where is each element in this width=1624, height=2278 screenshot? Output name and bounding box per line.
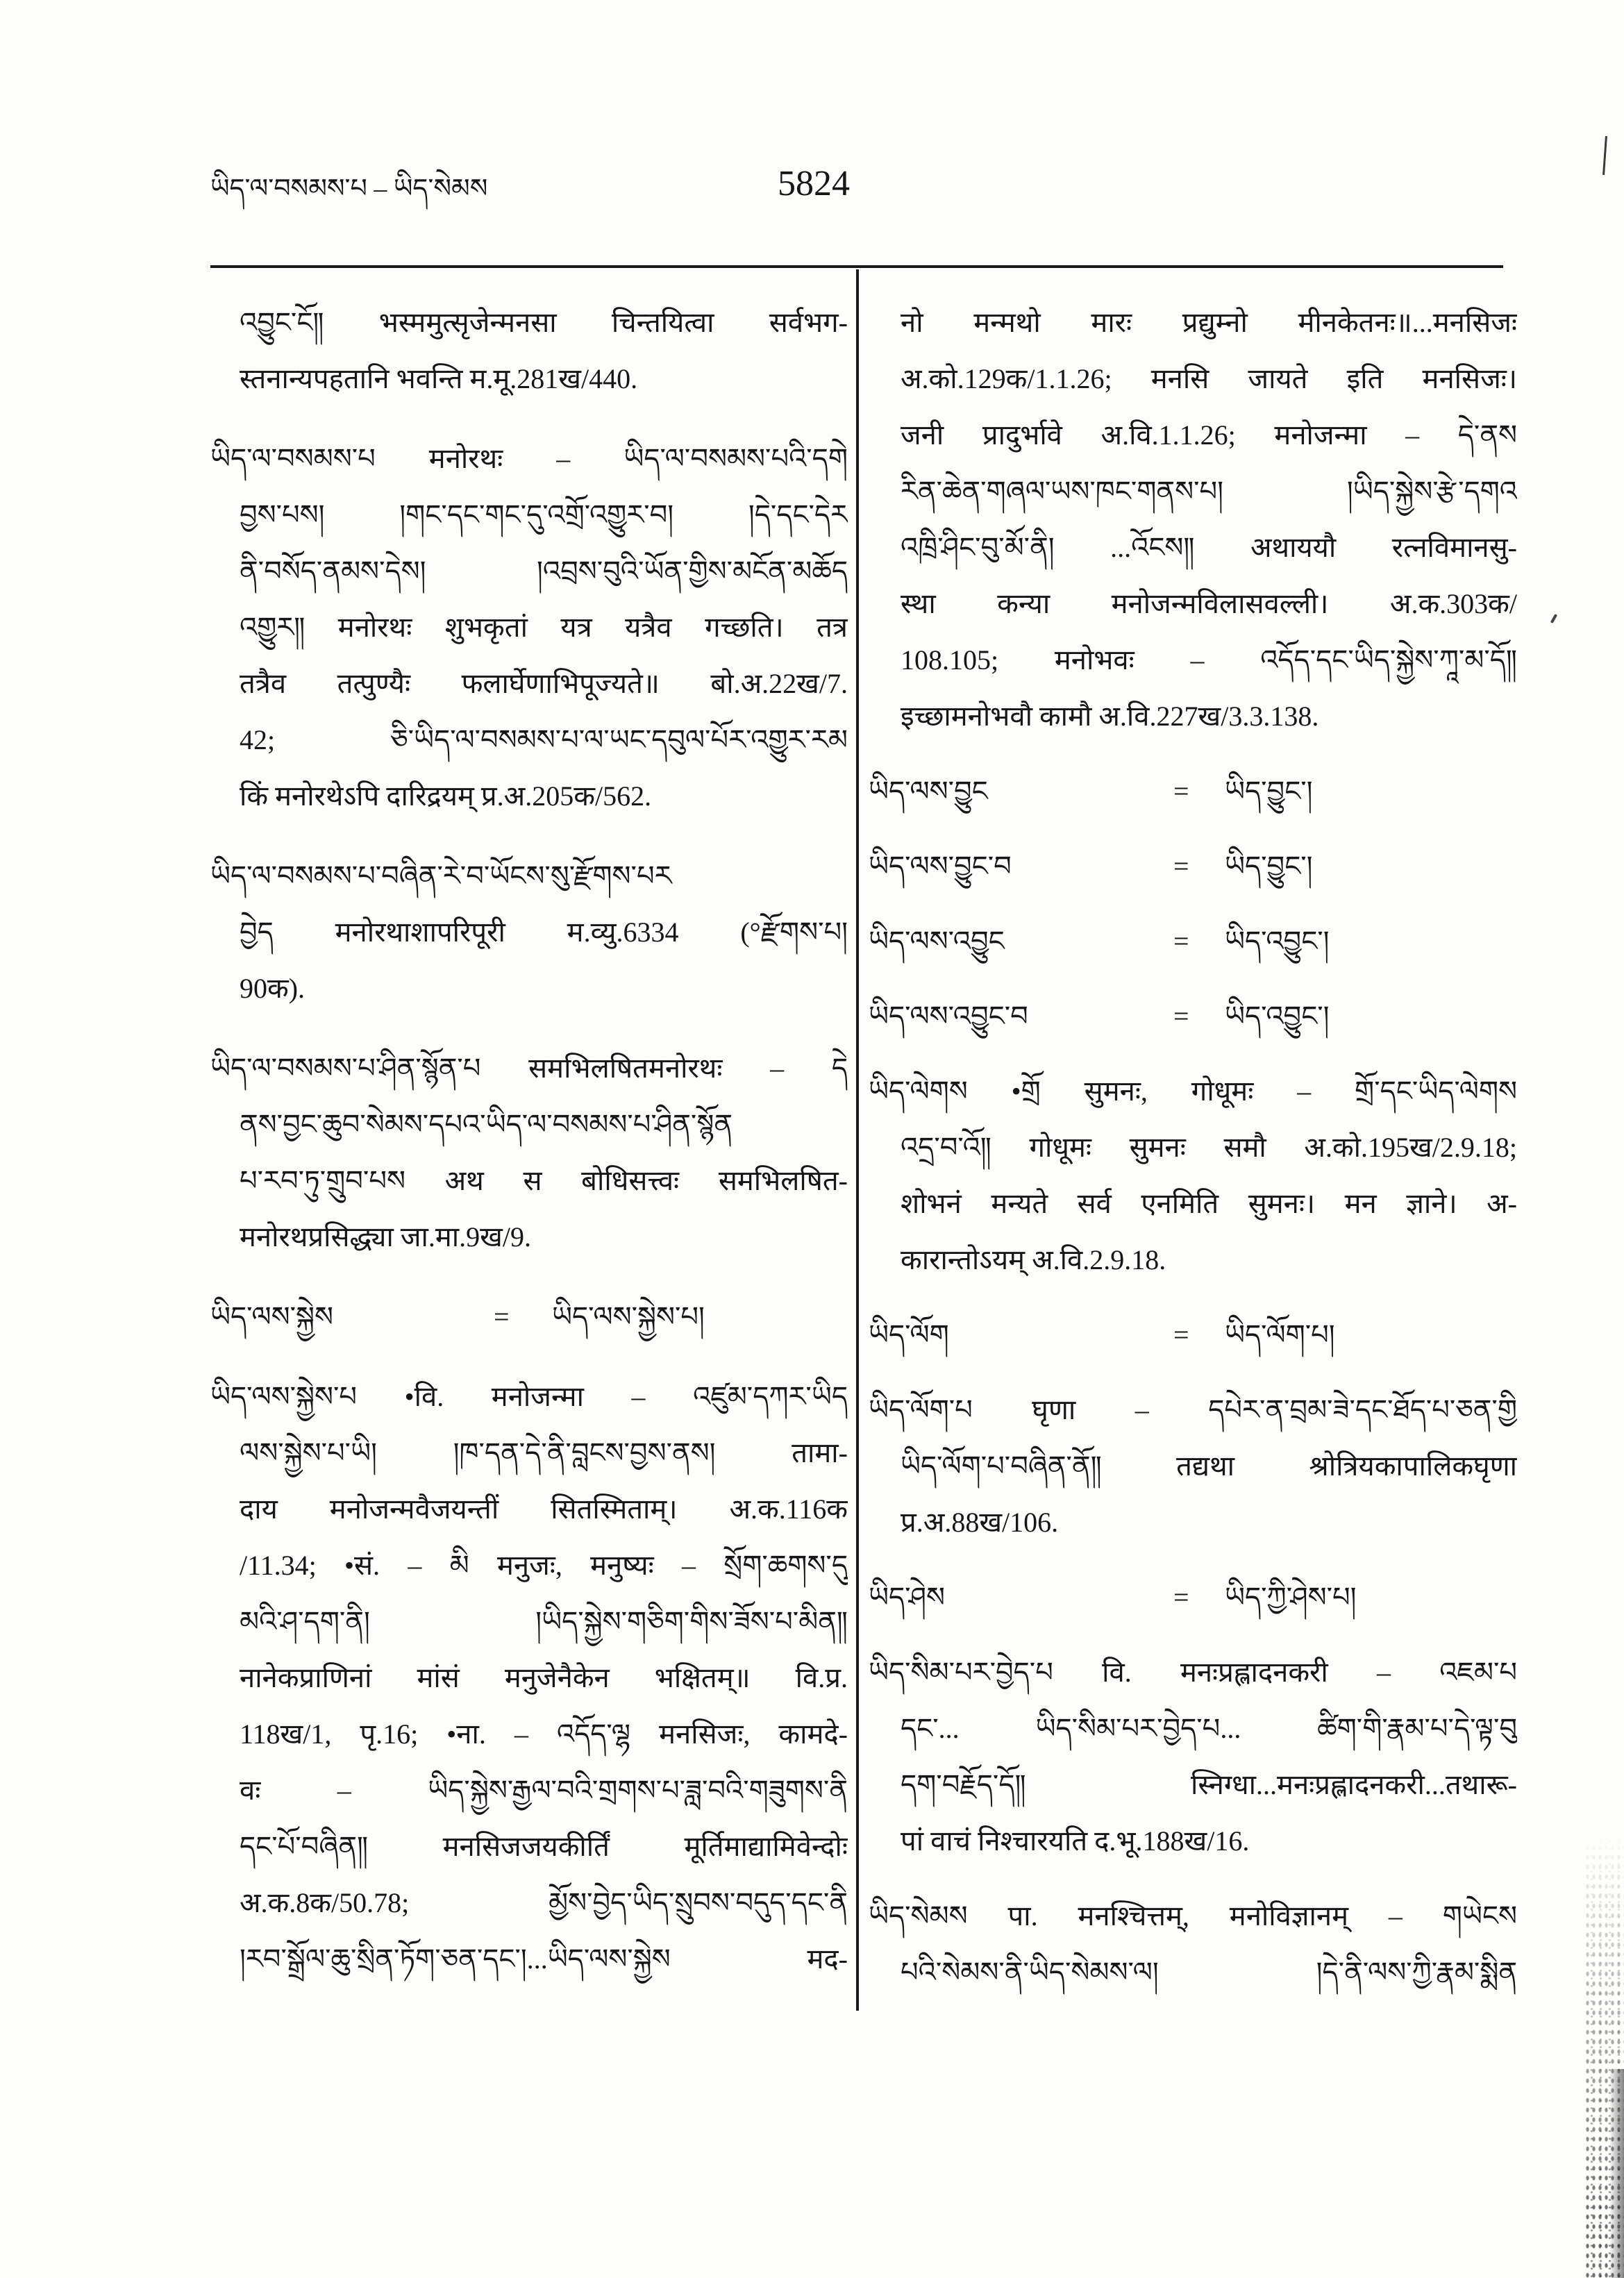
- entry-line: अ.को.129क/1.1.26; मनसि जायते इति मनसिजः।: [901, 363, 1517, 394]
- page-edge-shadow: [1609, 2069, 1624, 2278]
- entry-line: མའི་ཤ་དག་ནི། །ཡིད་སྐྱེས་གཅིག་གིས་ཟོས་པ་མིན༎: [240, 1606, 848, 1637]
- entry-headword-line: ཡིད་ལས་སྐྱེས་པ •वि. मनोजन्मा – འཛུམ་དཀར་ཡིད: [210, 1381, 848, 1412]
- cross-reference-line: [869, 1569, 1517, 1625]
- entry-line: དང་པོ་བཞིན༎ मनसिजजयकीर्तिं मूर्तिमाद्यामिवेन्दोः: [240, 1831, 848, 1862]
- entry-line: ནི་བསོད་ནམས་དེས། །འབྲས་བུའི་ཡོན་གྱིས་མངོན་མཆོད: [240, 555, 848, 587]
- equals-sign: =: [494, 1301, 510, 1332]
- entry-line: །རབ་སྒྲོལ་ཆུ་སྲིན་ཏོག་ཅན་དང་།...ཡིད་ལས་སྐྱེས मद-: [240, 1943, 848, 1975]
- xref-headword: ཡིད་ལས་བྱུང: [869, 776, 988, 807]
- entry-line: कारान्तोऽयम् अ.वि.2.9.18.: [901, 1244, 1166, 1275]
- entry-line: 108.105; मनोभवः – འདོད་དང་ཡིད་སྐྱེས་ཀཱ་མ་དོ༎: [901, 644, 1517, 676]
- entry-line: दाय मनोजन्मवैजयन्तीं सितस्मिताम्। अ.क.116क: [240, 1493, 848, 1525]
- entry-headword-line: ཡིད་ལ་བསམས་པ मनोरथः – ཡིད་ལ་བསམས་པའི་དགེ: [210, 443, 848, 474]
- entry-line: ཡིད་ལོག་པ་བཞིན་ནོ༎ तद्यथा श्रोत्रियकापालिकघृणा: [901, 1450, 1517, 1482]
- cross-reference-entry: [869, 913, 1517, 969]
- xref-headword: ཡིད་ལས་འབྱུང་བ: [869, 1000, 1028, 1032]
- equals-sign: =: [1173, 1319, 1189, 1350]
- xref-headword: ཡིད་ཤེས: [869, 1582, 946, 1613]
- scan-mark: [1602, 136, 1607, 175]
- cross-reference-entry: [869, 988, 1517, 1044]
- entry-line: 90क).: [240, 973, 305, 1004]
- right-column: [869, 294, 1517, 2000]
- continued-entry: [869, 294, 1517, 744]
- entry-line: ནས་བྱང་ཆུབ་སེམས་དཔའ་ཡིད་ལ་བསམས་པ་ཤིན་སྙོན: [240, 1109, 733, 1140]
- cross-reference-line: [869, 1307, 1517, 1363]
- cross-reference-entry: [869, 838, 1517, 894]
- xref-headword: ཡིད་ལས་སྐྱེས: [210, 1301, 333, 1332]
- entry-line: प्र.अ.88ख/106.: [901, 1507, 1059, 1538]
- entry-headword-line: ཡིད་ལ་བསམས་པ་བཞིན་རེ་བ་ཡོངས་སུ་རྫོགས་པར: [210, 860, 672, 891]
- entry-line: རིན་ཆེན་གཞལ་ཡས་ཁང་གནས་པ། །ཡིད་སྐྱེས་རྩེ་དགའ: [901, 476, 1517, 507]
- xref-target: ཡིད་འབྱུང་།: [1225, 926, 1330, 957]
- entry-line: तत्रैव तत्पुण्यैः फलार्घेणाभिपूज्यते॥ बो.अ.22ख/7.: [240, 668, 848, 699]
- entry-line: བྱས་པས། །གང་དང་གང་དུ་འགྲོ་འགྱུར་བ། །དེ་དང་དེར: [240, 499, 848, 530]
- entry-line: किं मनोरथेऽपि दारिद्रयम् प्र.अ.205क/562.: [240, 780, 652, 812]
- cross-reference-line: [869, 838, 1517, 894]
- dictionary-entry: [210, 848, 848, 1016]
- entry-line: དང་... ཡིད་སིམ་པར་བྱེད་པ... ཚིག་གི་རྣམ་པ་དེ་ལྟ་བུ: [901, 1713, 1517, 1744]
- entry-line: नो मन्मथो मारः प्रद्युम्नो मीनकेतनः॥...मनसिजः: [901, 307, 1517, 338]
- dictionary-entry: [869, 1888, 1517, 2000]
- column-divider: [856, 269, 859, 2011]
- xref-headword: ཡིད་ལས་འབྱུང: [869, 926, 1005, 957]
- xref-target: ཡིད་ལོག་པ།: [1225, 1319, 1335, 1350]
- cross-reference-entry: [869, 763, 1517, 819]
- cross-reference-line: [869, 988, 1517, 1044]
- cross-reference-entry: [869, 1569, 1517, 1625]
- entry-headword-line: ཡིད་ལོག་པ घृणा – དཔེར་ན་བྲམ་ཟེ་དང་ཐོད་པ་ཅན་གྱི: [869, 1394, 1517, 1425]
- xref-headword: ཡིད་ལས་བྱུང་བ: [869, 851, 1012, 882]
- scan-mark: [1550, 614, 1557, 623]
- cross-reference-entry: [210, 1289, 848, 1345]
- xref-headword: ཡིད་ལོག: [869, 1319, 949, 1350]
- running-head: ཡིད་ལ་བསམས་པ – ཡིད་སེམས: [210, 174, 488, 203]
- left-column: [210, 294, 848, 1987]
- xref-target: ཡིད་བྱུང་།: [1225, 776, 1313, 807]
- entry-line: བྱེད मनोरथाशापरिपूरी म.व्यु.6334 (°རྫོགས་པ།: [240, 916, 848, 948]
- xref-target: ཡིད་འབྱུང་།: [1225, 1000, 1330, 1032]
- cross-reference-line: [869, 763, 1517, 819]
- xref-target: ཡིད་བྱུང་།: [1225, 851, 1313, 882]
- equals-sign: =: [1173, 926, 1189, 957]
- entry-line: འདྲ་བ་འོ༎ गोधूमः सुमनः समौ अ.को.195ख/2.9.18;: [901, 1132, 1517, 1163]
- cross-reference-entry: [869, 1307, 1517, 1363]
- dictionary-entry: [210, 430, 848, 824]
- equals-sign: =: [1173, 1000, 1189, 1032]
- page-number: 5824: [778, 164, 850, 203]
- dictionary-entry: [869, 1063, 1517, 1288]
- entry-line: नानेकप्राणिनां मांसं मनुजेनैकेन भक्षितम्॥ वि.प्र.: [240, 1662, 848, 1693]
- entry-line: शोभनं मन्यते सर्व एनमिति सुमनः। मन ज्ञाने। अ-: [901, 1188, 1517, 1219]
- entry-line: ལས་སྐྱེས་པ་ཡི། །ཁ་དན་དེ་ནི་བླངས་བྱས་ནས། तामा-: [240, 1437, 848, 1468]
- entry-line: འཁྲི་ཤིང་བུ་མོ་ནི། ...འོངས༎ अथाययौ रत्नविमानसु-: [901, 532, 1517, 563]
- cross-reference-line: [210, 1289, 848, 1345]
- entry-line: /11.34; •सं. – མི मनुजः, मनुष्यः – སྲོག་ཆགས་དུ: [240, 1550, 848, 1581]
- entry-line: स्तनान्यपहतानि भवन्ति म.मू.281ख/440.: [240, 363, 638, 394]
- entry-line: པ་རབ་ཏུ་གྲུབ་པས अथ स बोधिसत्त्वः समभिलषित-: [240, 1165, 848, 1196]
- entry-line: अ.क.8क/50.78; མྱོས་བྱེད་ཡིད་སྲུབས་བདུད་དང་ནི: [240, 1887, 848, 1918]
- entry-line: 42; ཅི་ཡིད་ལ་བསམས་པ་ལ་ཡང་དབུལ་པོར་འགྱུར་རམ: [240, 724, 848, 755]
- entry-line: དག་བརྗོད་དོ༎ स्निग्धा...मनःप्रह्लादनकरी...तथारू-: [901, 1769, 1517, 1800]
- entry-headword-line: ཡིད་ལ་བསམས་པ་ཤིན་སྙོན་པ समभिलषितमनोरथः – དེ: [210, 1053, 848, 1084]
- continued-entry: [210, 294, 848, 407]
- entry-headword-line: ཡིད་སེམས पा. मनश्चित्तम्, मनोविज्ञानम् – གཡེངས: [869, 1900, 1517, 1932]
- entry-line: वः – ཡིད་སྐྱེས་རྒྱལ་བའི་གྲགས་པ་ཟླ་བའི་གཟུགས་ནི: [240, 1775, 848, 1806]
- entry-line: इच्छामनोभवौ कामौ अ.वि.227ख/3.3.138.: [901, 701, 1319, 732]
- dictionary-entry: [869, 1382, 1517, 1550]
- dictionary-entry: [210, 1040, 848, 1265]
- entry-line: 118ख/1, पृ.16; •ना. – འདོད་ལྷ मनसिजः, कामदे-: [240, 1718, 848, 1750]
- entry-line: स्था कन्या मनोजन्मविलासवल्ली। अ.क.303क/: [901, 588, 1517, 619]
- dictionary-entry: [210, 1368, 848, 1987]
- cross-reference-line: [869, 913, 1517, 969]
- entry-line: जनी प्रादुर्भावे अ.वि.1.1.26; मनोजन्मा – དེ་ནས: [901, 419, 1517, 451]
- entry-line: པའི་སེམས་ནི་ཡིད་སེམས་ལ། །དེ་ནི་ལས་ཀྱི་རྣམ་སྨིན: [901, 1957, 1517, 1988]
- entry-line: मनोरथप्रसिद्ध्या जा.मा.9ख/9.: [240, 1221, 531, 1253]
- equals-sign: =: [1173, 851, 1189, 882]
- xref-target: ཡིད་ལས་སྐྱེས་པ།: [552, 1301, 705, 1332]
- entry-line: འབྱུང་ངོ༎ भस्ममुत्सृजेन्मनसा चिन्तयित्वा सर्वभग-: [240, 307, 848, 338]
- entry-line: पां वाचं निश्चारयति द.भू.188ख/16.: [901, 1825, 1250, 1857]
- entry-headword-line: ཡིད་ལེགས •གྲོ सुमनः, गोधूमः – གྲོ་དང་ཡིད་ལེགས: [869, 1075, 1517, 1107]
- equals-sign: =: [1173, 776, 1189, 807]
- equals-sign: =: [1173, 1582, 1189, 1613]
- xref-target: ཡིད་ཀྱི་ཤེས་པ།: [1225, 1582, 1357, 1613]
- dictionary-entry: [869, 1644, 1517, 1869]
- entry-line: འགྱུར༎ मनोरथः शुभकृतां यत्र यत्रैव गच्छति। तत्र: [240, 612, 848, 643]
- entry-headword-line: ཡིད་སིམ་པར་བྱེད་པ वि. मनःप्रह्लादनकरी – འཇམ་པ: [869, 1657, 1517, 1688]
- header-rule: [210, 265, 1503, 268]
